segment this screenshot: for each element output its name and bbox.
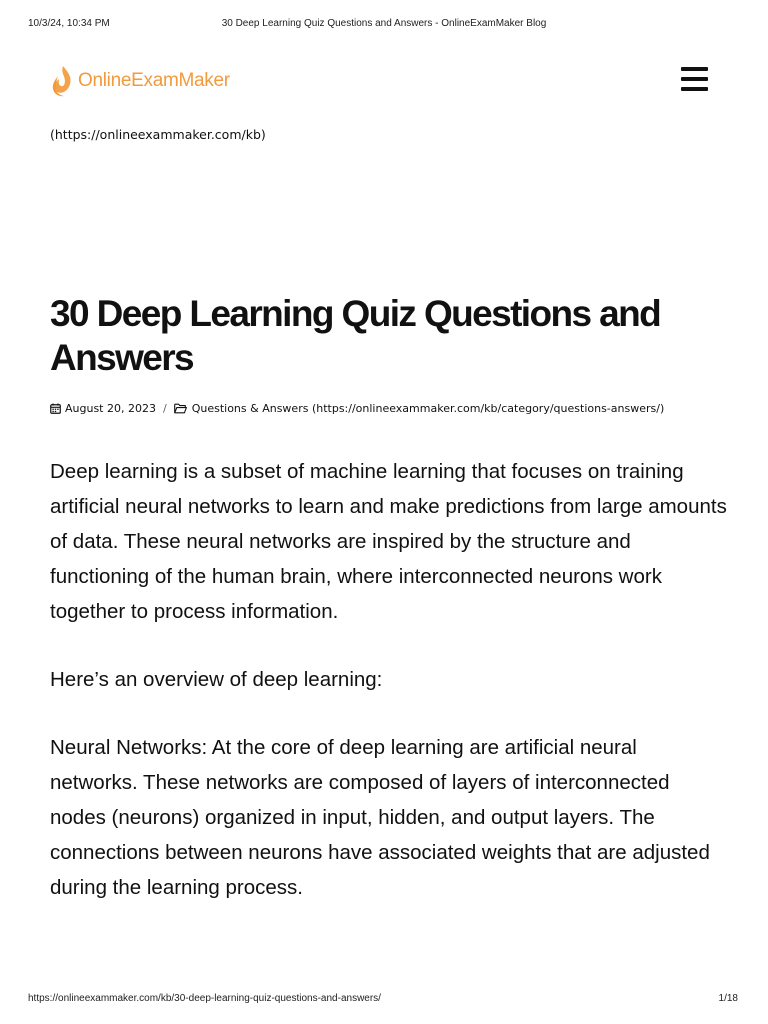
print-url: https://onlineexammaker.com/kb/30-deep-learning-quiz-questions-and-answers/ [28, 993, 381, 1004]
print-header [28, 18, 740, 29]
print-datetime: 10/3/24, 10:34 PM [28, 18, 110, 29]
folder-icon [174, 403, 187, 414]
post-meta [50, 402, 664, 415]
print-footer [28, 993, 738, 1004]
article-paragraph: Here’s an overview of deep learning: [50, 668, 383, 691]
hamburger-menu-icon[interactable] [681, 67, 708, 91]
meta-separator: / [162, 402, 167, 415]
page-title: 30 Deep Learning Quiz Questions and Answers [50, 293, 661, 378]
post-category-link[interactable]: Questions & Answers (https://onlineexammaker.com/kb/category/questions-answers/) [191, 402, 665, 415]
page-number: 1/18 [718, 993, 738, 1004]
print-page-title: 30 Deep Learning Quiz Questions and Answers - OnlineExamMaker Blog [221, 18, 547, 29]
logo-url: (https://onlineexammaker.com/kb) [50, 127, 266, 142]
post-date: August 20, 2023 [65, 402, 156, 415]
calendar-icon [50, 403, 61, 414]
site-logo[interactable] [50, 64, 230, 98]
logo-text: OnlineExamMaker [78, 70, 230, 91]
article-paragraph: Neural Networks: At the core of deep learning are artificial neural networks. These networks are composed of layers of interconnected nodes (neurons) organized in input, hidden, and output layers. The connections between neurons have associated weights that are adjusted during the learning process. [50, 736, 710, 899]
flame-logo-icon [50, 64, 76, 98]
article-paragraph: Deep learning is a subset of machine learning that focuses on training artificial neural networks to learn and make predictions from large amounts of data. These neural networks are inspired by the structure and functioning of the human brain, where interconnected neurons work together to process information. [50, 460, 727, 623]
article-body [50, 454, 730, 938]
